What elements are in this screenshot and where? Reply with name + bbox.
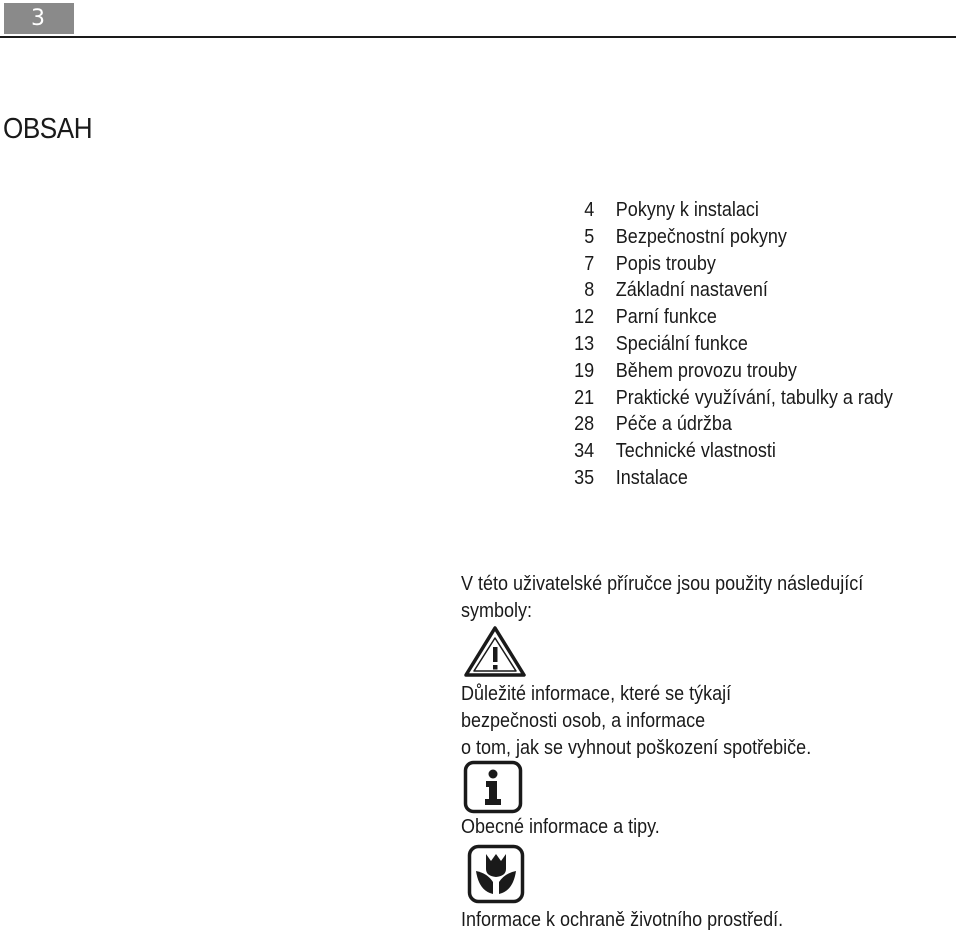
toc-item[interactable] (560, 465, 893, 492)
table-of-contents (560, 197, 930, 492)
symbols-intro-line: V této uživatelské příručce jsou použity následující (461, 573, 864, 595)
header-rule (0, 36, 956, 38)
toc-item[interactable] (560, 304, 893, 331)
toc-page-number: 8 (584, 279, 595, 302)
toc-label: Technické vlastnosti (615, 440, 776, 463)
toc-label: Speciální funkce (615, 332, 748, 355)
toc-item[interactable] (560, 277, 893, 304)
toc-label: Základní nastavení (615, 279, 768, 302)
toc-item[interactable] (560, 411, 893, 438)
toc-page-number: 28 (574, 413, 595, 436)
toc-label: Instalace (615, 466, 688, 489)
toc-item[interactable] (560, 331, 893, 358)
toc-page-number: 35 (574, 466, 595, 489)
toc-label: Bezpečnostní pokyny (615, 225, 787, 248)
toc-item[interactable] (560, 438, 893, 465)
toc-item[interactable] (560, 197, 893, 224)
toc-page-number: 7 (584, 252, 595, 275)
toc-label: Pokyny k instalaci (615, 199, 759, 221)
toc-label: Během provozu trouby (615, 359, 797, 382)
warning-triangle-icon (463, 625, 527, 679)
toc-label: Praktické využívání, tabulky a rady (615, 386, 893, 409)
warning-text-line: o tom, jak se vyhnout poškození spotřebiče. (461, 737, 812, 759)
toc-page-number: 12 (574, 306, 595, 329)
toc-item[interactable] (560, 224, 893, 251)
page-number-tab (4, 3, 74, 34)
warning-text-line: Důležité informace, které se týkají (461, 683, 732, 705)
toc-page-number: 5 (584, 225, 595, 248)
toc-page-number: 4 (584, 199, 595, 221)
info-description (461, 814, 660, 841)
toc-page-number: 13 (574, 332, 595, 355)
info-icon (463, 760, 523, 814)
info-text: Obecné informace a tipy. (461, 816, 660, 838)
warning-text-line: bezpečnosti osob, a informace (461, 710, 706, 732)
toc-label: Péče a údržba (615, 413, 732, 436)
environment-description (461, 907, 783, 934)
toc-item[interactable] (560, 385, 893, 412)
warning-description (461, 681, 811, 762)
environment-text: Informace k ochraně životního prostředí. (461, 909, 784, 931)
toc-page-number: 19 (574, 359, 595, 382)
toc-item[interactable] (560, 251, 893, 278)
toc-label: Popis trouby (615, 252, 716, 275)
toc-item[interactable] (560, 358, 893, 385)
page-title: OBSAH (3, 113, 93, 145)
toc-page-number: 21 (574, 386, 595, 409)
toc-label: Parní funkce (615, 306, 717, 329)
symbols-intro-line: symboly: (461, 600, 533, 622)
environment-flower-icon (467, 844, 525, 904)
page-number: 3 (31, 6, 45, 31)
symbols-intro (461, 571, 863, 625)
toc-page-number: 34 (574, 440, 595, 463)
